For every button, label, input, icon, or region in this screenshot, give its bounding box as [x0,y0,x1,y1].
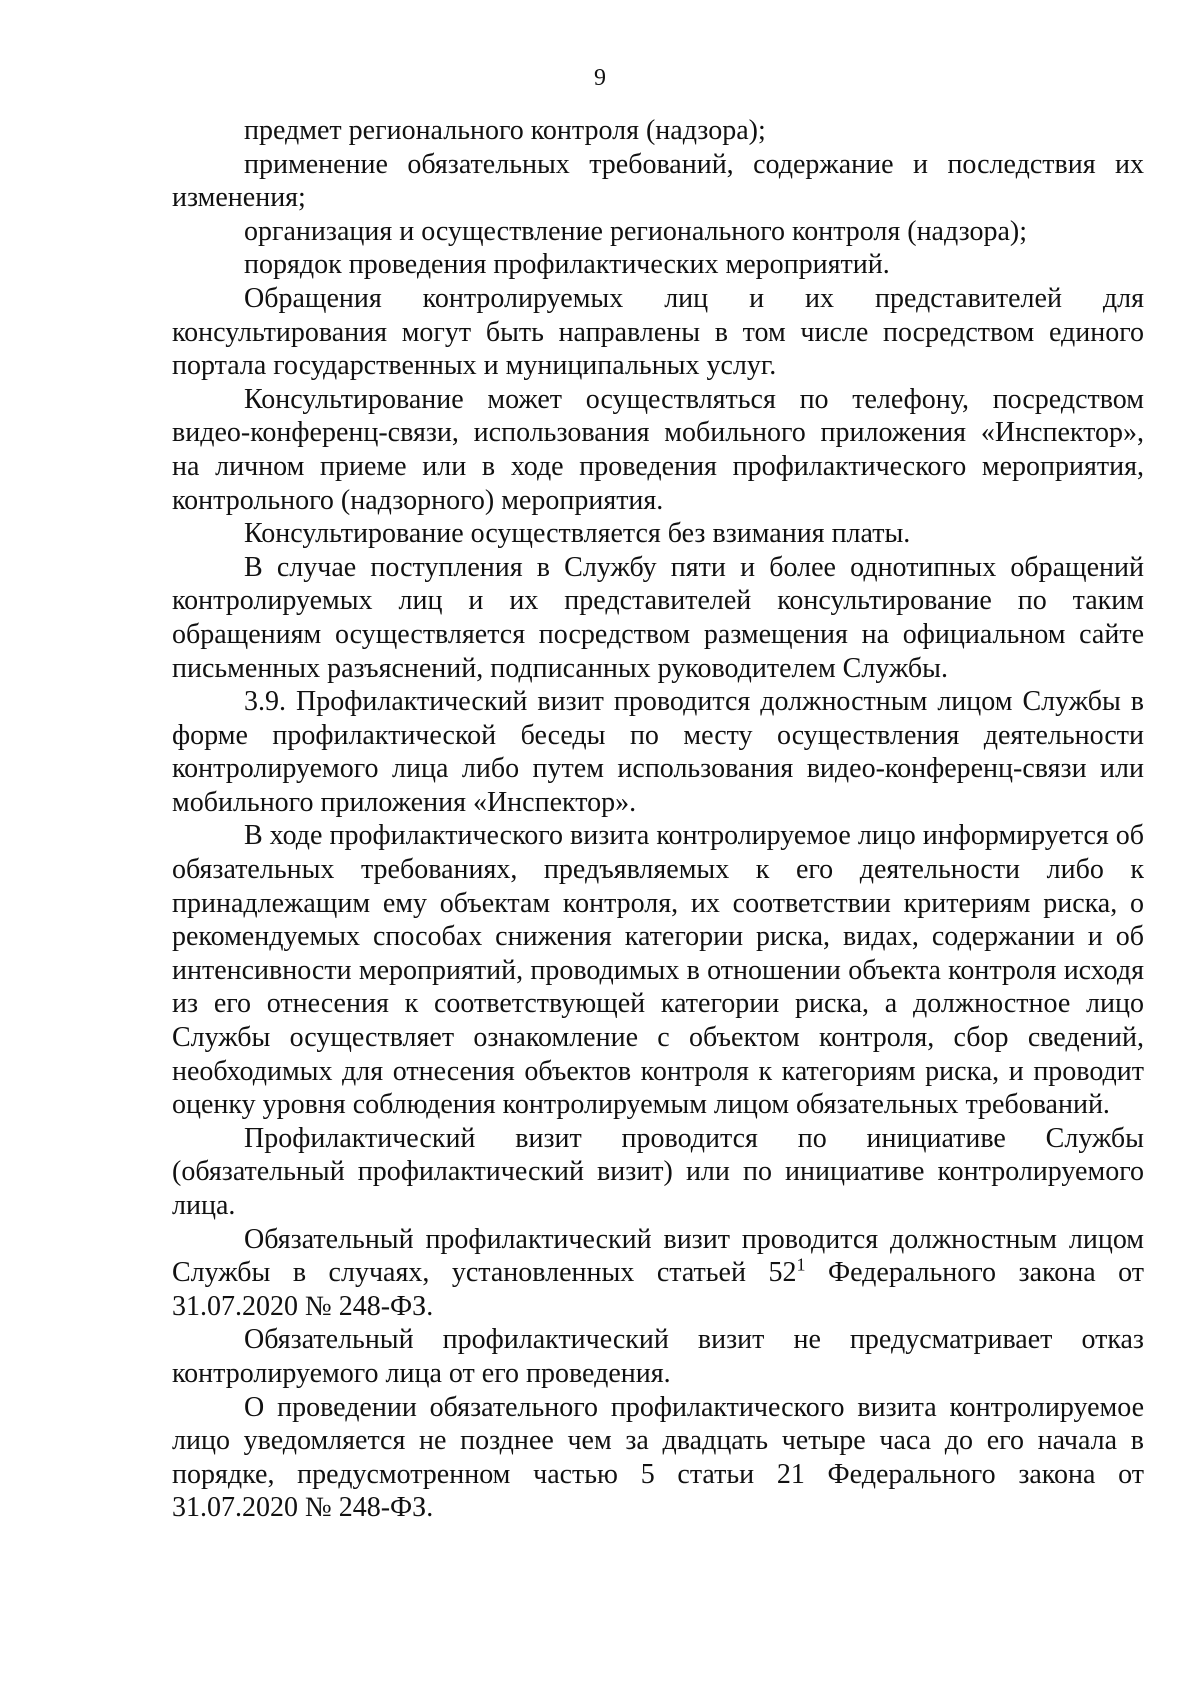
paragraph: Обращения контролируемых лиц и их представителей для консультирования могут быть направлены в том числе посредством единого портала государственных и муниципальных услуг. [172,282,1144,382]
superscript-index: 1 [796,1254,806,1275]
paragraph-text: Федерального закона от 31.07.2020 № 248-ФЗ. [172,1257,1144,1322]
paragraph: применение обязательных требований, содержание и последствия их изменения; [172,148,1144,214]
paragraph: порядок проведения профилактических мероприятий. [244,249,890,281]
paragraph: В случае поступления в Службу пяти и более однотипных обращений контролируемых лиц и их представителей консультирование по таким обращениям осуществляется посредством размещения на официальном сайте письменных разъяснений, подписанных руководителем Службы. [172,551,1144,684]
paragraph: В ходе профилактического визита контролируемое лицо информируется об обязательных требованиях, предъявляемых к его деятельности либо к принадлежащим ему объектам контроля, их соответствии критериям риска, о рекомендуемых способах снижения категории риска, видах, содержании и об интенсивности мероприятий, проводимых в отношении объекта контроля исходя из его отнесения к соответствующей категории риска, а должностное лицо Службы осуществляет ознакомление с объектом контроля, сбор сведений, необходимых для отнесения объектов контроля к категориям риска, и проводит оценку уровня соблюдения контролируемым лицом обязательных требований. [172,820,1144,1121]
paragraph: О проведении обязательного профилактического визита контролируемое лицо уведомляется не позднее чем за двадцать четыре часа до его начала в порядке, предусмотренном частью 5 статьи 21 Федерального закона от 31.07.2020 № 248-ФЗ. [172,1391,1144,1524]
paragraph-text: Обязательный профилактический визит проводится должностным лицом Службы в случаях, установленных статьей 52 [172,1223,1144,1289]
document-body [172,114,1144,1525]
paragraph-with-footnote [172,1223,1144,1324]
paragraph: Консультирование может осуществляться по телефону, посредством видео-конференц-связи, использования мобильного приложения «Инспектор», на личном приеме или в ходе проведения профилактического мероприятия, контрольного (надзорного) мероприятия. [172,383,1144,516]
paragraph: предмет регионального контроля (надзора); [244,115,766,146]
page-number: 9 [594,65,606,91]
paragraph: организация и осуществление регионального контроля (надзора); [244,215,1028,247]
paragraph: Консультирование осуществляется без взимания платы. [244,518,911,550]
paragraph: Профилактический визит проводится по инициативе Службы (обязательный профилактический визит) или по инициативе контролируемого лица. [172,1122,1144,1221]
paragraph: 3.9. Профилактический визит проводится должностным лицом Службы в форме профилактической беседы по месту осуществления деятельности контролируемого лица либо путем использования видео-конференц-связи или мобильного приложения «Инспектор». [172,686,1144,818]
paragraph: Обязательный профилактический визит не предусматривает отказ контролируемого лица от его проведения. [172,1324,1144,1389]
